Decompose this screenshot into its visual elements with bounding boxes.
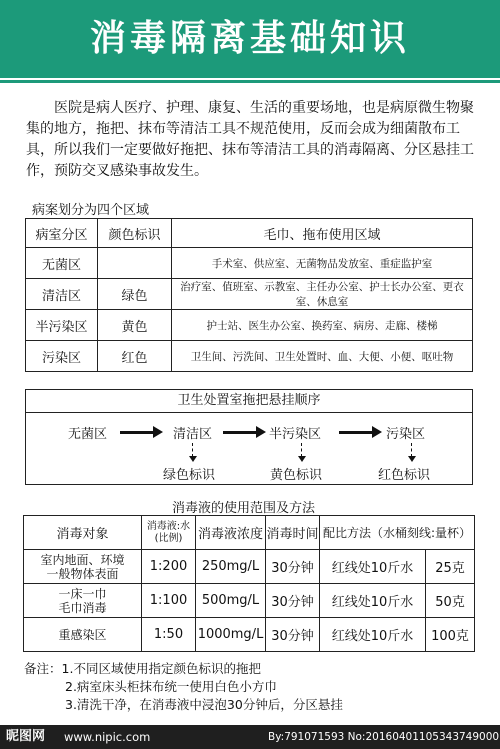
zones-section-title: 病案划分为四个区域 — [32, 203, 150, 218]
ratio-cell: 1:100 — [142, 584, 196, 618]
object-line1: 一床一巾 — [58, 586, 107, 601]
note-item: 3.清洗干净，在消毒液中浸泡30分钟后，分区悬挂 — [65, 697, 343, 712]
intro-paragraph: 医院是病人医疗、护理、康复、生活的重要场地，也是病原微生物聚集的地方，拖把、抹布等清洁工具不规范使用，反而会成为细菌散布工具，所以我们一定要做好拖把、抹布等清洁工具的消毒隔离、分区悬挂工作，预防交叉感染事故发生。 — [26, 100, 474, 179]
table-row — [24, 550, 475, 584]
time-cell: 30分钟 — [266, 618, 320, 652]
table-row — [24, 618, 475, 652]
flow-node-clean: 清洁区 — [173, 427, 213, 442]
zone-color: 绿色 — [98, 279, 172, 310]
zone-color — [98, 248, 172, 279]
time-cell: 30分钟 — [266, 550, 320, 584]
label-yellow: 黄色标识 — [270, 468, 323, 483]
time-cell: 30分钟 — [266, 584, 320, 618]
note-item: 1.不同区域使用指定颜色标识的拖把 — [61, 661, 261, 676]
flow-arrow-icon — [339, 431, 373, 434]
method-cell: 红线处10斤水 — [320, 584, 426, 618]
header-concentration: 消毒液浓度 — [196, 516, 266, 550]
header-ratio — [142, 516, 196, 550]
zone-areas: 护士站、医生办公室、换药室、病房、走廊、楼梯 — [172, 310, 473, 341]
header-areas: 毛巾、拖布使用区域 — [172, 219, 473, 248]
zone-color: 红色 — [98, 341, 172, 372]
concentration-cell: 500mg/L — [196, 584, 266, 618]
amount-cell: 50克 — [426, 584, 475, 618]
zone-areas: 卫生间、污洗间、卫生处置时、血、大便、小便、呕吐物 — [172, 341, 473, 372]
header-zone: 病室分区 — [26, 219, 98, 248]
zone-name: 污染区 — [26, 341, 98, 372]
down-line-icon — [192, 443, 194, 457]
header-color: 颜色标识 — [98, 219, 172, 248]
concentration-cell: 250mg/L — [196, 550, 266, 584]
header-ratio-line2: (比例) — [154, 532, 183, 544]
watermark-bar — [0, 725, 500, 749]
disinfect-header-row — [24, 516, 475, 550]
zone-name: 无菌区 — [26, 248, 98, 279]
label-green: 绿色标识 — [163, 468, 216, 483]
object-cell — [24, 550, 142, 584]
object-line2: 一般物体表面 — [46, 566, 119, 581]
page-title: 消毒隔离基础知识 — [89, 18, 410, 59]
notes — [24, 660, 343, 714]
flow-arrow-icon — [223, 431, 257, 434]
zones-header-row — [26, 219, 473, 248]
object-cell: 重感染区 — [24, 618, 142, 652]
down-arrow-icon — [408, 456, 416, 462]
method-cell: 红线处10斤水 — [320, 618, 426, 652]
note-item: 2.病室床头柜抹布统一使用白色小方巾 — [65, 679, 277, 694]
header-ratio-line1: 消毒液:水 — [146, 520, 191, 532]
flow-node-polluted: 污染区 — [386, 427, 426, 442]
watermark-id: By:791071593 No:20160401105343749000 — [268, 731, 500, 743]
flow-node-sterile: 无菌区 — [68, 427, 108, 442]
notes-label: 备注： — [24, 661, 62, 676]
table-row — [26, 341, 473, 372]
zone-areas: 治疗室、值班室、示教室、主任办公室、护士长办公室、更衣室、休息室 — [172, 279, 473, 310]
amount-cell: 25克 — [426, 550, 475, 584]
zone-color: 黄色 — [98, 310, 172, 341]
object-line1: 室内地面、环境 — [40, 552, 125, 567]
title-underline — [0, 80, 500, 83]
down-arrow-icon — [298, 456, 306, 462]
header-time: 消毒时间 — [266, 516, 320, 550]
down-line-icon — [411, 443, 413, 457]
table-row — [24, 584, 475, 618]
down-arrow-icon — [189, 456, 197, 462]
down-line-icon — [301, 443, 303, 457]
zone-name: 半污染区 — [26, 310, 98, 341]
object-line2: 毛巾消毒 — [58, 600, 107, 615]
hanging-order-box — [25, 389, 473, 485]
disinfect-section-title: 消毒液的使用范围及方法 — [172, 501, 316, 516]
object-cell — [24, 584, 142, 618]
label-red: 红色标识 — [378, 468, 431, 483]
header-method: 配比方法（水桶刻线:量杯） — [320, 516, 475, 550]
watermark-site: www.nipic.com — [64, 730, 151, 744]
flow-arrow-icon — [120, 431, 154, 434]
ratio-cell: 1:200 — [142, 550, 196, 584]
disinfect-table — [23, 515, 475, 652]
hanging-order-title: 卫生处置室拖把悬挂顺序 — [26, 390, 472, 413]
header-object: 消毒对象 — [24, 516, 142, 550]
watermark-logo: 昵图网 — [6, 729, 46, 744]
ratio-cell: 1:50 — [142, 618, 196, 652]
notes-line-1 — [24, 660, 343, 678]
table-row — [26, 310, 473, 341]
concentration-cell: 1000mg/L — [196, 618, 266, 652]
flow-node-semi: 半污染区 — [269, 427, 322, 442]
table-row — [26, 279, 473, 310]
method-cell: 红线处10斤水 — [320, 550, 426, 584]
amount-cell: 100克 — [426, 618, 475, 652]
zone-areas: 手术室、供应室、无菌物品发放室、重症监护室 — [172, 248, 473, 279]
zone-name: 清洁区 — [26, 279, 98, 310]
zones-table — [25, 218, 473, 372]
table-row — [26, 248, 473, 279]
